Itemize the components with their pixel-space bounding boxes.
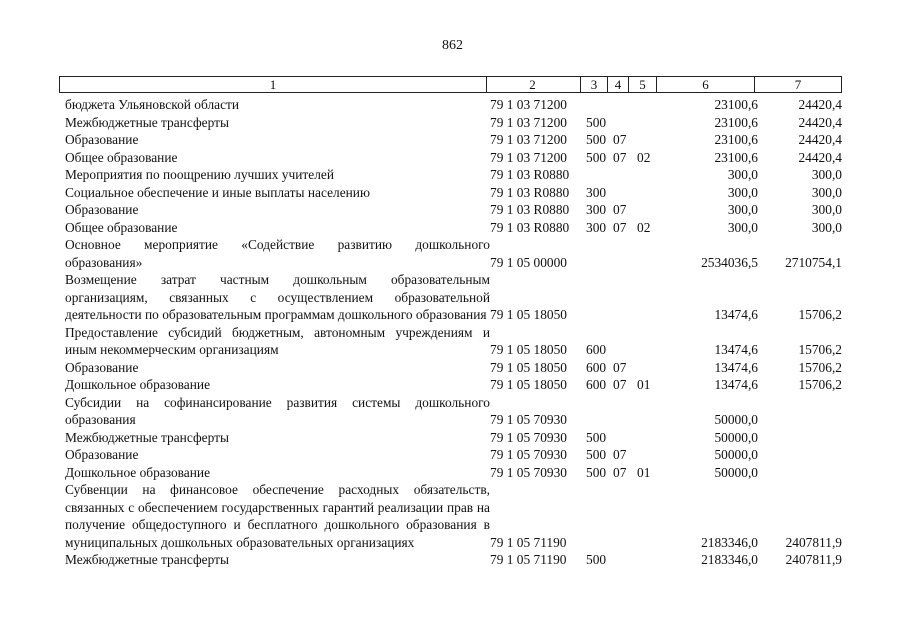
- row-code: 79 1 05 70930: [490, 412, 567, 427]
- row-amount-col6: 2183346,0: [701, 552, 758, 567]
- row-section: 07: [613, 149, 627, 165]
- row-amount-col6: 50000,0: [714, 447, 758, 462]
- row-code: 79 1 03 71200: [490, 114, 567, 130]
- row-code: 79 1 03 R0880: [490, 219, 570, 235]
- table-body: [65, 96, 855, 569]
- table-row: [65, 184, 855, 202]
- row-name: бюджета Ульяновской области: [65, 97, 240, 112]
- row-amount-col6: 13474,6: [714, 307, 758, 322]
- row-amount-col7: 300,0: [811, 184, 842, 200]
- row-code: 79 1 05 70930: [490, 429, 567, 445]
- row-amount-col7: 15706,2: [798, 342, 842, 357]
- row-amount-col6: 50000,0: [714, 464, 758, 480]
- row-code: 79 1 05 18050: [490, 359, 567, 375]
- row-name: Основное мероприятие «Содействие развитию дошкольного образования»: [65, 237, 490, 270]
- table-row: [65, 376, 855, 394]
- row-expense-type: 600: [586, 342, 607, 357]
- table-row: [65, 446, 855, 464]
- row-amount-col6: 23100,6: [714, 114, 758, 130]
- row-name: Субсидии на софинансирование развития системы дошкольного образования: [65, 394, 490, 427]
- row-subsection: 01: [637, 377, 651, 392]
- table-header: [59, 76, 842, 92]
- row-section: 07: [613, 132, 627, 147]
- header-col-6: 6: [657, 76, 755, 93]
- table-row: [65, 114, 855, 132]
- header-col-5: 5: [629, 76, 657, 93]
- row-expense-type: 600: [586, 377, 607, 392]
- row-expense-type: 500: [586, 429, 607, 445]
- table-row: [65, 201, 855, 219]
- row-amount-col7: 300,0: [811, 167, 842, 182]
- row-name: Межбюджетные трансферты: [65, 114, 229, 130]
- row-amount-col6: 13474,6: [714, 377, 758, 392]
- row-code: 79 1 03 R0880: [490, 184, 570, 200]
- table-row: [65, 236, 855, 271]
- row-expense-type: 500: [586, 552, 607, 567]
- row-code: 79 1 03 71200: [490, 149, 567, 165]
- row-name: Дошкольное образование: [65, 377, 211, 392]
- row-expense-type: 500: [586, 132, 607, 147]
- row-section: 07: [613, 464, 627, 480]
- row-expense-type: 500: [586, 464, 607, 480]
- row-amount-col6: 300,0: [727, 219, 758, 235]
- row-expense-type: 300: [586, 202, 607, 217]
- header-col-2: 2: [485, 76, 581, 93]
- table-row: [65, 166, 855, 184]
- row-name: Образование: [65, 447, 139, 462]
- table-row: [65, 359, 855, 377]
- row-amount-col7: 2407811,9: [785, 534, 842, 550]
- row-name: Межбюджетные трансферты: [65, 429, 229, 445]
- row-name: Дошкольное образование: [65, 464, 211, 480]
- row-expense-type: 500: [586, 149, 607, 165]
- row-name: Общее образование: [65, 219, 178, 235]
- row-amount-col7: 2710754,1: [785, 254, 842, 270]
- row-expense-type: 300: [586, 184, 607, 200]
- row-amount-col6: 23100,6: [714, 132, 758, 147]
- table-row: [65, 551, 855, 569]
- row-name: Образование: [65, 132, 139, 147]
- row-section: 07: [613, 377, 627, 392]
- row-amount-col6: 300,0: [727, 184, 758, 200]
- row-amount-col7: 24420,4: [798, 114, 842, 130]
- header-col-1: 1: [59, 76, 487, 93]
- row-name: Возмещение затрат частным дошкольным образовательным организациям, связанных с осуществлением образовательной деятельности по образовательным программам дошкольного образования: [65, 272, 490, 322]
- row-amount-col6: 50000,0: [714, 412, 758, 427]
- table-row: [65, 96, 855, 114]
- row-code: 79 1 03 R0880: [490, 202, 570, 217]
- row-name: Мероприятия по поощрению лучших учителей: [65, 167, 334, 182]
- row-code: 79 1 05 18050: [490, 377, 567, 392]
- row-code: 79 1 05 71190: [490, 534, 567, 550]
- row-amount-col6: 300,0: [727, 202, 758, 217]
- row-amount-col7: 15706,2: [798, 307, 842, 322]
- row-code: 79 1 05 18050: [490, 342, 567, 357]
- row-expense-type: 500: [586, 114, 607, 130]
- row-amount-col6: 23100,6: [714, 149, 758, 165]
- table-row: [65, 429, 855, 447]
- table-row: [65, 481, 855, 551]
- row-amount-col6: 50000,0: [714, 429, 758, 445]
- row-amount-col7: 24420,4: [798, 149, 842, 165]
- row-subsection: 02: [637, 149, 651, 165]
- row-section: 07: [613, 359, 627, 375]
- row-code: 79 1 05 70930: [490, 464, 567, 480]
- row-name: Образование: [65, 202, 139, 217]
- header-col-3: 3: [581, 76, 608, 93]
- row-code: 79 1 05 00000: [490, 254, 567, 270]
- header-col-7: 7: [755, 76, 842, 93]
- row-name: Межбюджетные трансферты: [65, 552, 229, 567]
- row-section: 07: [613, 202, 627, 217]
- row-section: 07: [613, 447, 627, 462]
- row-amount-col6: 2183346,0: [701, 534, 758, 550]
- row-name: Социальное обеспечение и иные выплаты населению: [65, 184, 370, 200]
- row-code: 79 1 03 R0880: [490, 167, 570, 182]
- row-amount-col6: 13474,6: [714, 359, 758, 375]
- table-row: [65, 394, 855, 429]
- header-col-4: 4: [608, 76, 629, 93]
- row-code: 79 1 05 18050: [490, 307, 567, 322]
- table-row: [65, 131, 855, 149]
- row-expense-type: 300: [586, 219, 607, 235]
- row-name: Общее образование: [65, 149, 178, 165]
- row-section: 07: [613, 219, 627, 235]
- row-expense-type: 500: [586, 447, 607, 462]
- row-amount-col7: 300,0: [811, 219, 842, 235]
- row-subsection: 02: [637, 219, 651, 235]
- row-name: Субвенции на финансовое обеспечение расходных обязательств, связанных с обеспечением государственных гарантий реализации прав на получение общедоступного и бесплатного дошкольного образования в муниципальных дошкольных образовательных организациях: [65, 482, 490, 550]
- table-row: [65, 324, 855, 359]
- row-code: 79 1 03 71200: [490, 132, 567, 147]
- row-name: Образование: [65, 359, 139, 375]
- row-subsection: 01: [637, 464, 651, 480]
- row-amount-col7: 24420,4: [798, 132, 842, 147]
- row-amount-col6: 23100,6: [714, 97, 758, 112]
- row-amount-col6: 2534036,5: [701, 254, 758, 270]
- row-expense-type: 600: [586, 359, 607, 375]
- row-code: 79 1 03 71200: [490, 97, 567, 112]
- table-row: [65, 271, 855, 324]
- table-row: [65, 219, 855, 237]
- row-amount-col7: 2407811,9: [785, 552, 842, 567]
- row-amount-col6: 13474,6: [714, 342, 758, 357]
- row-amount-col6: 300,0: [727, 167, 758, 182]
- row-name: Предоставление субсидий бюджетным, автономным учреждениям и иным некоммерческим организациям: [65, 324, 490, 357]
- page-number: 862: [442, 38, 463, 53]
- row-amount-col7: 24420,4: [798, 97, 842, 112]
- row-code: 79 1 05 70930: [490, 447, 567, 462]
- table-row: [65, 149, 855, 167]
- row-amount-col7: 15706,2: [798, 377, 842, 392]
- row-amount-col7: 300,0: [811, 202, 842, 217]
- row-amount-col7: 15706,2: [798, 359, 842, 375]
- table-row: [65, 464, 855, 482]
- row-code: 79 1 05 71190: [490, 552, 567, 567]
